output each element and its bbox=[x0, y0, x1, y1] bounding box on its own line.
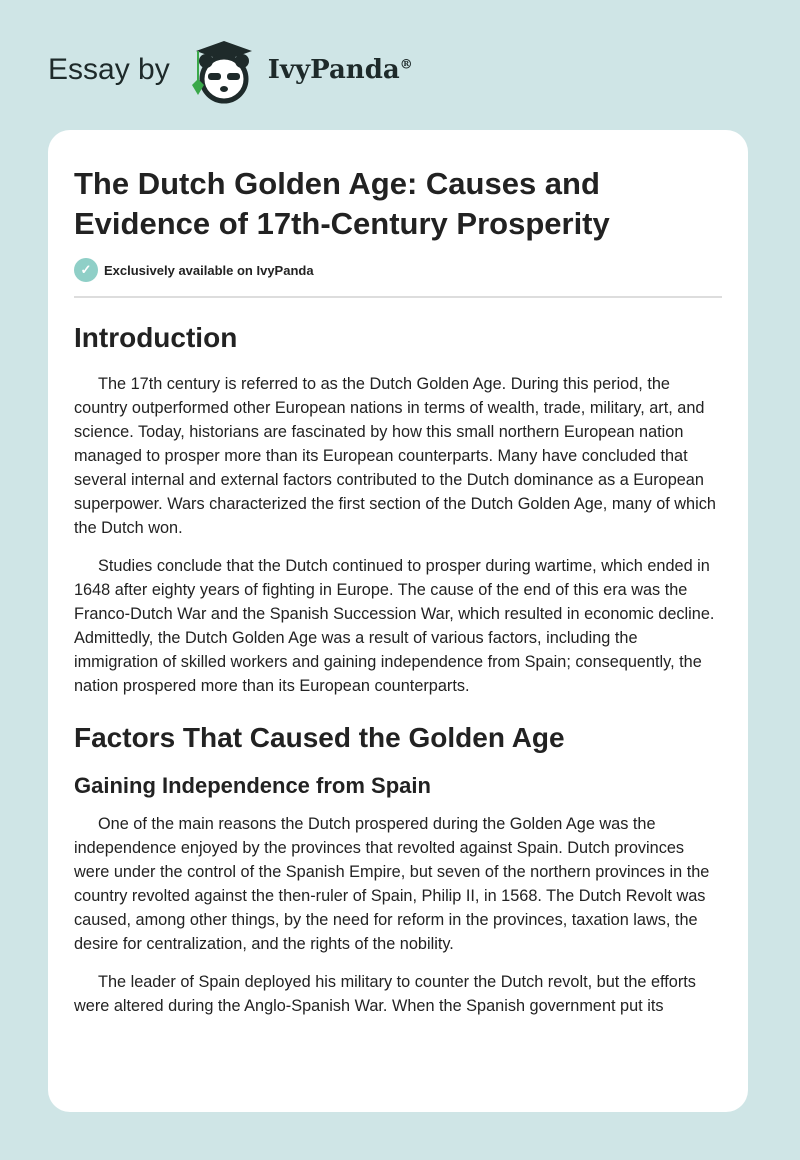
subsection-heading: Gaining Independence from Spain bbox=[74, 773, 431, 798]
exclusive-label: Exclusively available on IvyPanda bbox=[104, 262, 314, 278]
paragraph: One of the main reasons the Dutch prospered during the Golden Age was the independence enjoyed by the provinces that revolted against Spain. Dutch provinces were under the control of the Spanish Empire, but seven of the northern provinces in the country revolted against the then-ruler of Spain, Philip II, in 1568. The Dutch Revolt was caused, among other things, by the need for reform in the provinces, taxation laws, the desire for centralization, and the rights of the nobility. bbox=[74, 815, 710, 953]
essay-by-label: Essay by bbox=[48, 53, 170, 86]
site-header bbox=[48, 30, 413, 110]
section-heading: Introduction bbox=[74, 322, 238, 353]
brand-name[interactable]: IvyPanda® bbox=[267, 55, 413, 85]
essay-card bbox=[48, 130, 748, 1112]
paragraph: The 17th century is referred to as the Dutch Golden Age. During this period, the country outperformed other European nations in terms of wealth, trade, military, art, and science. Today, historians are fascinated by how this small northern European nation managed to prosper more than its European counterparts. Many have concluded that several internal and external factors contributed to the Dutch dominance as a European superpower. Wars characterized the first section of the Dutch Golden Age, many of which the Dutch won. bbox=[74, 375, 716, 537]
panda-logo-icon[interactable] bbox=[188, 35, 258, 105]
check-icon: ✓ bbox=[74, 258, 98, 282]
paragraph: Studies conclude that the Dutch continued to prosper during wartime, which ended in 1648 after eighty years of fighting in Europe. The cause of the end of this era was the Franco-Dutch War and the Spanish Succession War, which resulted in economic decline. Admittedly, the Dutch Golden Age was a result of various factors, including the immigration of skilled workers and gaining independence from Spain; consequently, the nation prospered more than its European counterparts. bbox=[74, 557, 715, 695]
section-heading: Factors That Caused the Golden Age bbox=[74, 722, 565, 753]
essay-title: The Dutch Golden Age: Causes and Evidence of 17th-Century Prosperity bbox=[74, 166, 610, 241]
exclusive-badge bbox=[74, 258, 722, 298]
paragraph: The leader of Spain deployed his military to counter the Dutch revolt, but the efforts were altered during the Anglo-Spanish War. When the Spanish government put its bbox=[74, 973, 696, 1015]
